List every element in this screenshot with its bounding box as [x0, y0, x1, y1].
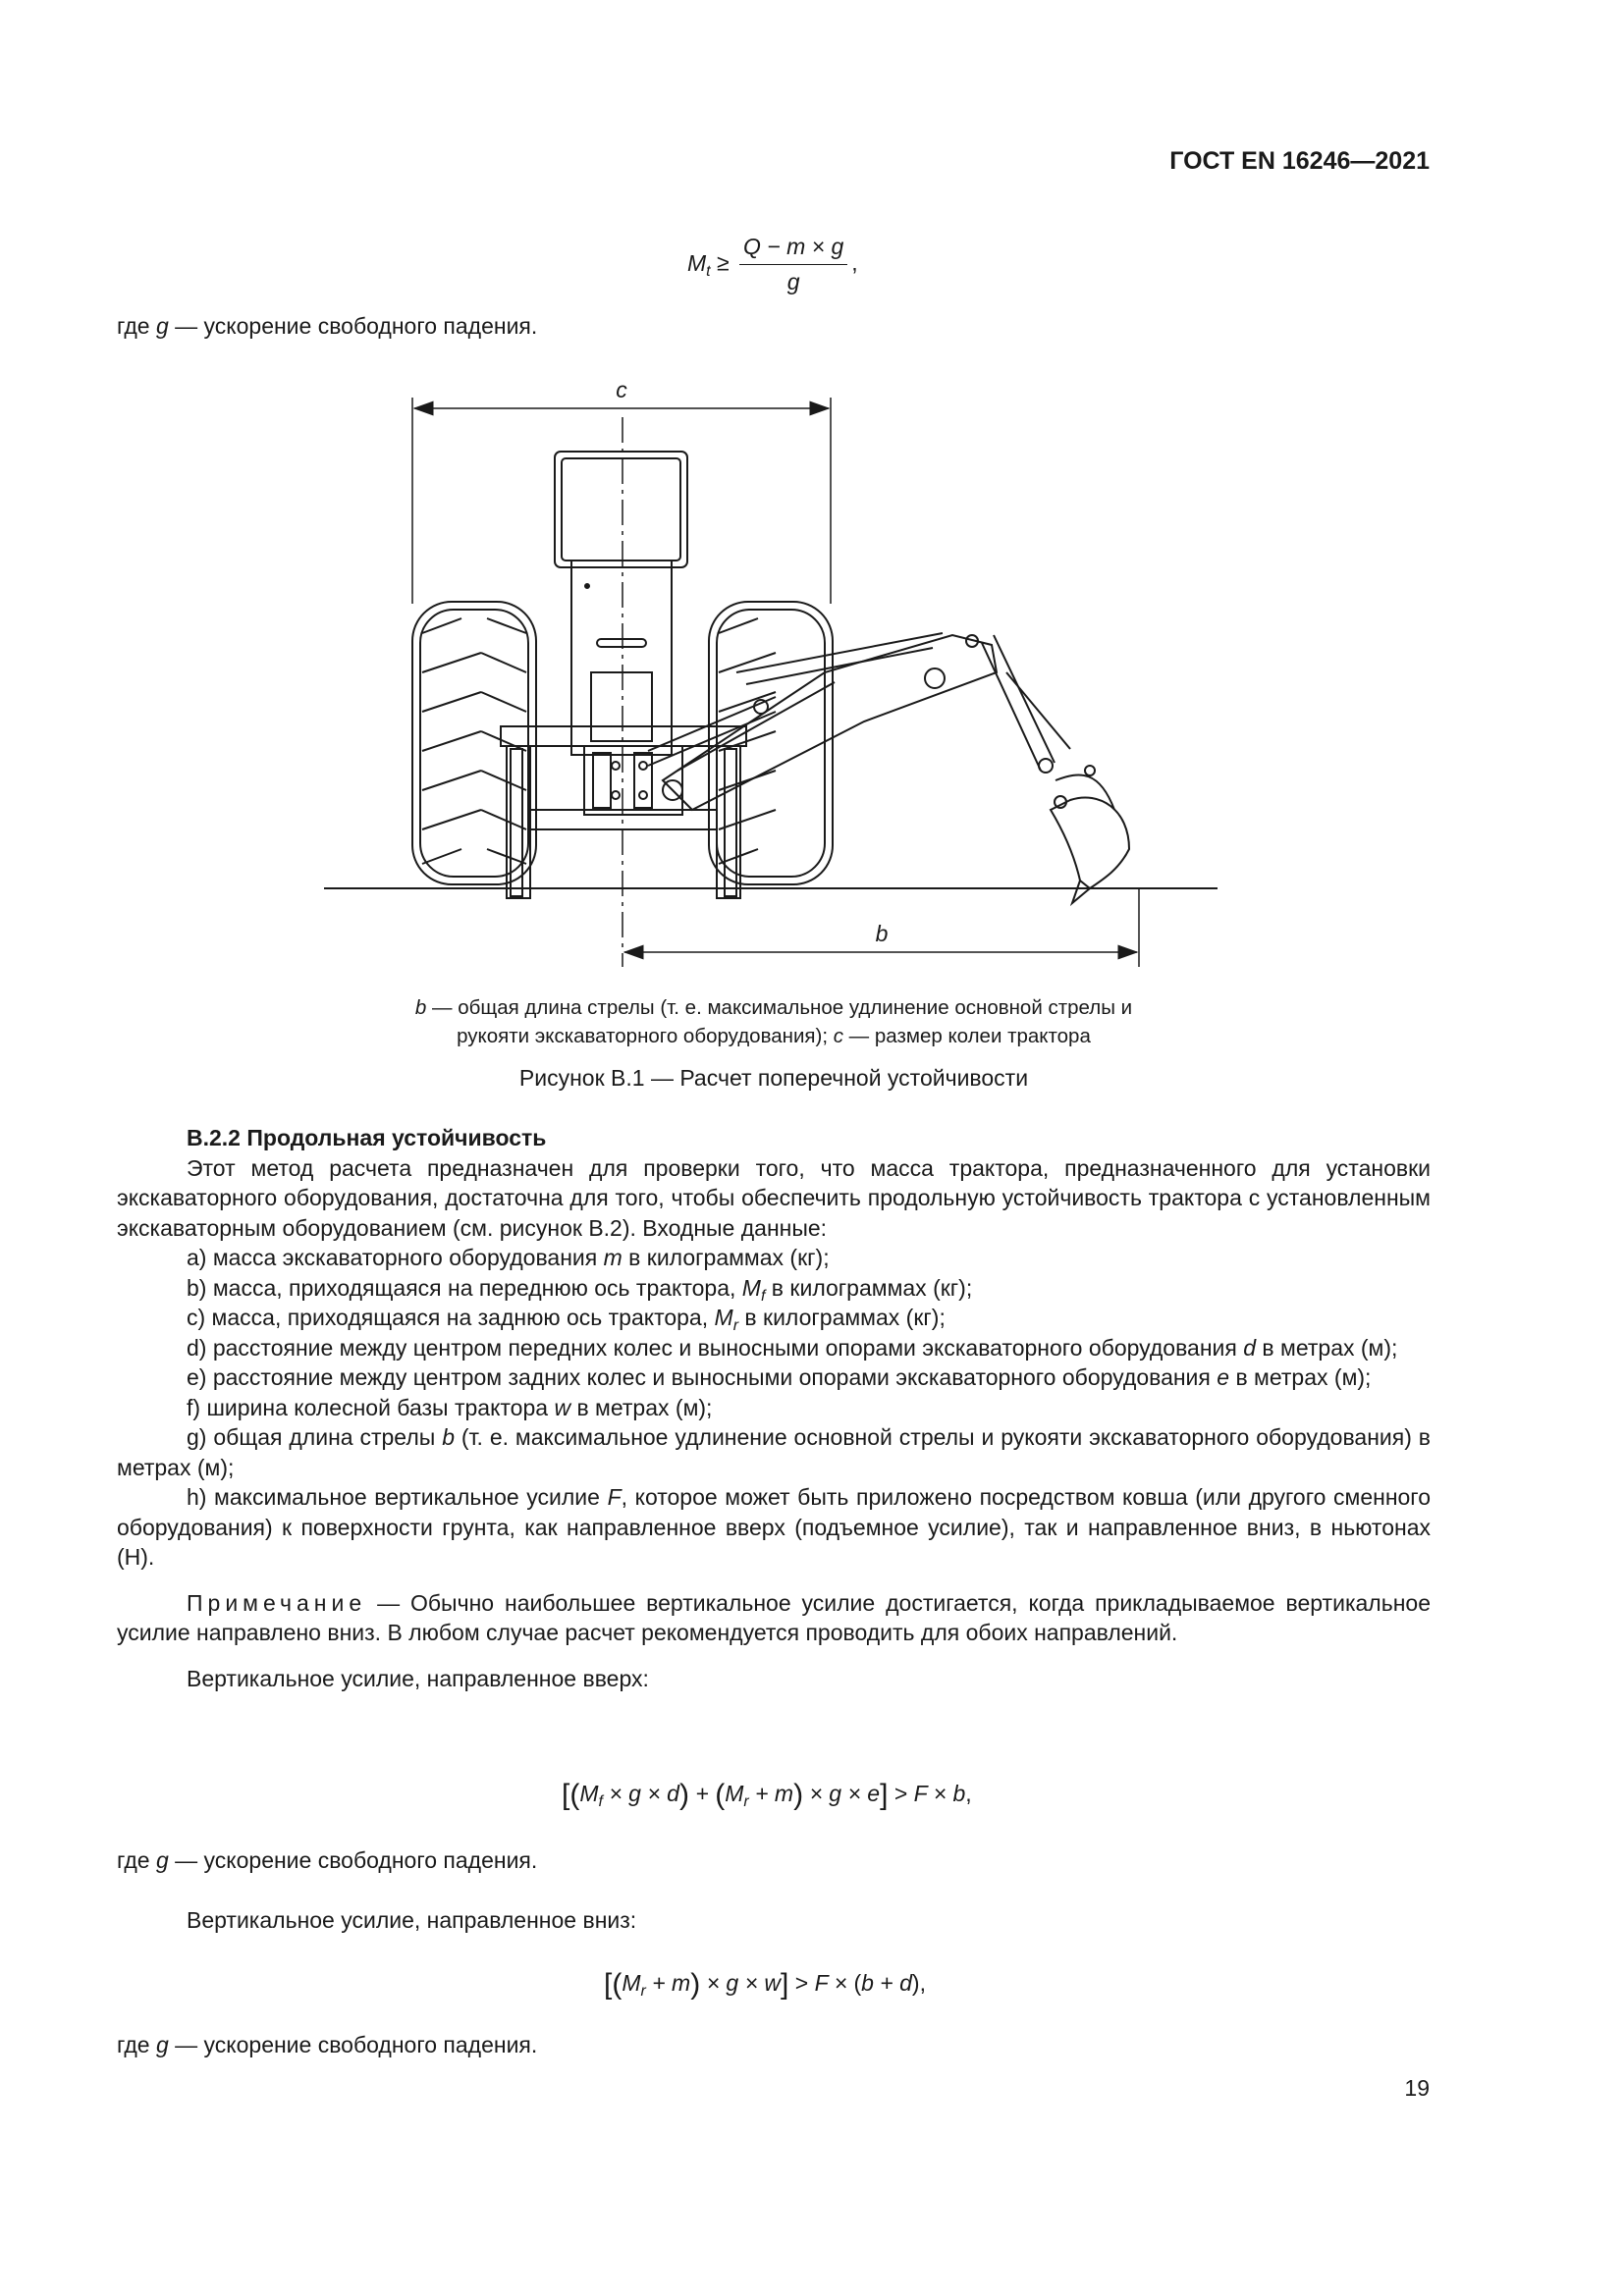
note: Примечание — Обычно наибольшее вертикальное усилие достигается, когда прикладываемое вертикальное усилие направлено вниз. В любом случае расчет рекомендуется проводить для обоих направлений.	[117, 1589, 1431, 1645]
tractor-figure	[314, 378, 1227, 967]
excavator-bucket	[1051, 797, 1129, 903]
where-g-2: где g — ускорение свободного падения.	[117, 1847, 538, 1873]
page-number: 19	[1404, 2075, 1430, 2101]
upward-force-label: Вертикальное усилие, направленное вверх:	[187, 1665, 649, 1691]
left-wheel	[412, 602, 536, 884]
list-item-a: a) масса экскаваторного оборудования m в килограммах (кг);	[187, 1245, 830, 1270]
formula-fraction	[739, 234, 847, 295]
dimension-c	[412, 398, 831, 604]
formula-mt	[687, 234, 858, 295]
tractor-cab	[555, 452, 687, 755]
formula-downward: $[(M_r + m) \times g \times w] > F \times (b + d)$,	[604, 1968, 926, 2001]
fraction-numerator: Q − m × g	[739, 234, 847, 265]
figure-title: Рисунок B.1 — Расчет поперечной устойчивости	[518, 1065, 1029, 1091]
section-intro: Этот метод расчета предназначен для проверки того, что масса трактора, предназначенного для установки экскаваторного оборудования, достаточна для того, чтобы обеспечить продольную устойчивость трактора с установленным экскаваторным оборудованием (см. рисунок B.2). Входные данные:	[117, 1154, 1431, 1241]
list-item-b: b) масса, приходящаяся на переднюю ось трактора, $M_f$ в килограммах (кг);	[187, 1274, 973, 1305]
excavator-boom	[648, 633, 1114, 810]
list-item-e: e) расстояние между центром задних колес и выносными опорами экскаваторного оборудования e в метрах (м);	[187, 1364, 1372, 1390]
list-item-d: d) расстояние между центром передних колес и выносными опорами экскаваторного оборудования d в метрах (м);	[187, 1334, 1398, 1361]
label-c: c	[616, 378, 627, 402]
formula-relation: ≥	[717, 249, 730, 276]
standard-designation: ГОСТ EN 16246—2021	[1169, 147, 1430, 175]
formula-upward: $[(M_f \times g \times d) + (M_r + m) \times g \times e] > F \times b$,	[562, 1779, 972, 1811]
label-b: b	[875, 921, 889, 946]
figure-legend: b — общая длина стрелы (т. е. максимальное удлинение основной стрелы и рукояти экскаваторного оборудования); c — размер колеи трактора	[414, 996, 1133, 1047]
where-g-1: где g — ускорение свободного падения.	[117, 313, 538, 339]
where-g-3: где g — ускорение свободного падения.	[117, 2032, 538, 2057]
downward-force-label-wrap	[117, 1905, 1431, 1936]
list-item-h: h) максимальное вертикальное усилие F, которое может быть приложено посредством ковша (или другого сменного оборудования) к поверхности грунта, как направленное вверх (подъемное усилие), так и направленное вниз, в ньютонах (Н).	[117, 1484, 1431, 1570]
section-heading: B.2.2 Продольная устойчивость	[187, 1125, 547, 1150]
downward-force-label: Вертикальное усилие, направленное вниз:	[187, 1907, 637, 1933]
list-item-g: g) общая длина стрелы b (т. е. максимальное удлинение основной стрелы и рукояти экскаваторного оборудования) в метрах (м);	[117, 1424, 1431, 1480]
formula-lhs: $M_t$	[687, 249, 711, 280]
list-item-c: c) масса, приходящаяся на заднюю ось трактора, $M_r$ в килограммах (кг);	[187, 1305, 946, 1334]
section-body	[117, 1123, 1431, 1693]
list-item-f: f) ширина колесной базы трактора w в метрах (м);	[187, 1394, 713, 1420]
fraction-denominator: g	[786, 269, 800, 294]
formula-comma: ,	[851, 249, 858, 276]
